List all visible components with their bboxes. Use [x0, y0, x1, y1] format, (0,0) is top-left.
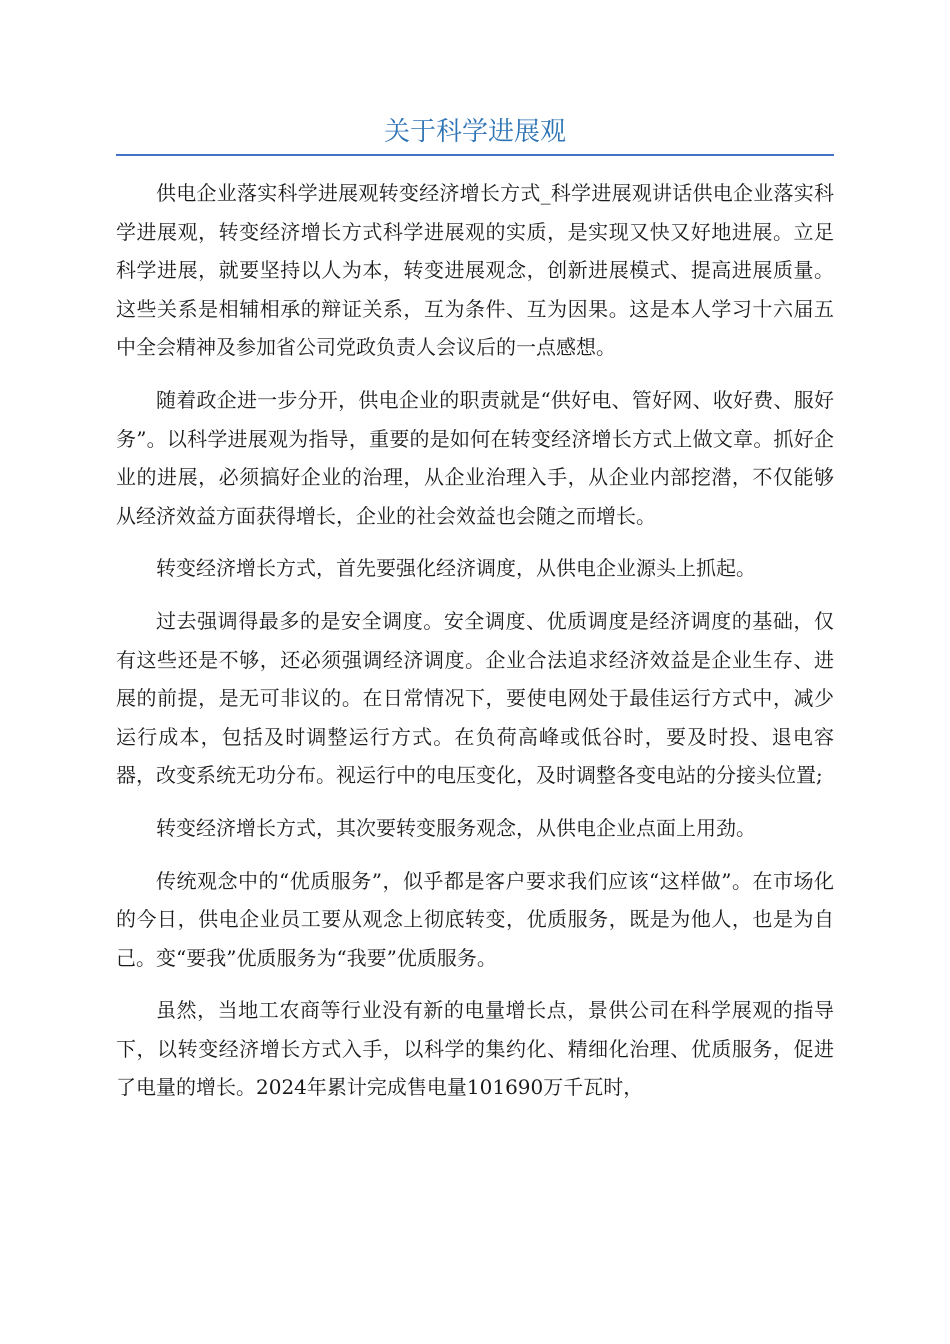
paragraph-5: 转变经济增长方式，其次要转变服务观念，从供电企业点面上用劲。: [156, 815, 756, 840]
document-body: [116, 174, 834, 1121]
title-underline: [116, 154, 834, 156]
paragraph-2: 随着政企进一步分开，供电企业的职责就是“供好电、管好网、收好费、服好务”。以科学进展观为指导，重要的是如何在转变经济增长方式上做文章。抓好企业的进展，必须搞好企业的治理，从企业治理入手，从企业内部挖潜，不仅能够从经济效益方面获得增长，企业的社会效益也会随之而增长。: [116, 387, 834, 528]
paragraph-3: 转变经济增长方式，首先要强化经济调度，从供电企业源头上抓起。: [156, 556, 756, 581]
paragraph-6: 传统观念中的“优质服务”，似乎都是客户要求我们应该“这样做”。在市场化的今日，供电企业员工要从观念上彻底转变，优质服务，既是为他人，也是为自己。变“要我”优质服务为“我要”优质服务。: [116, 868, 834, 970]
document-title: 关于科学进展观: [383, 117, 566, 147]
paragraph-7: 虽然，当地工农商等行业没有新的电量增长点，景供公司在科学展观的指导下，以转变经济增长方式入手，以科学的集约化、精细化治理、优质服务，促进了电量的增长。2024年累计完成售电量101690万千瓦时，: [116, 998, 834, 1100]
paragraph-1: 供电企业落实科学进展观转变经济增长方式_科学进展观讲话供电企业落实科学进展观，转变经济增长方式科学进展观的实质，是实现又快又好地进展。立足科学进展，就要坚持以人为本，转变进展观念，创新进展模式、提高进展质量。这些关系是相辅相承的辩证关系，互为条件、互为因果。这是本人学习十六届五中全会精神及参加省公司党政负责人会议后的一点感想。: [116, 181, 834, 360]
paragraph-4: 过去强调得最多的是安全调度。安全调度、优质调度是经济调度的基础，仅有这些还是不够，还必须强调经济调度。企业合法追求经济效益是企业生存、进展的前提，是无可非议的。在日常情况下，要使电网处于最佳运行方式中，减少运行成本，包括及时调整运行方式。在负荷高峰或低谷时，要及时投、退电容器，改变系统无功分布。视运行中的电压变化，及时调整各变电站的分接头位置;: [116, 608, 834, 788]
